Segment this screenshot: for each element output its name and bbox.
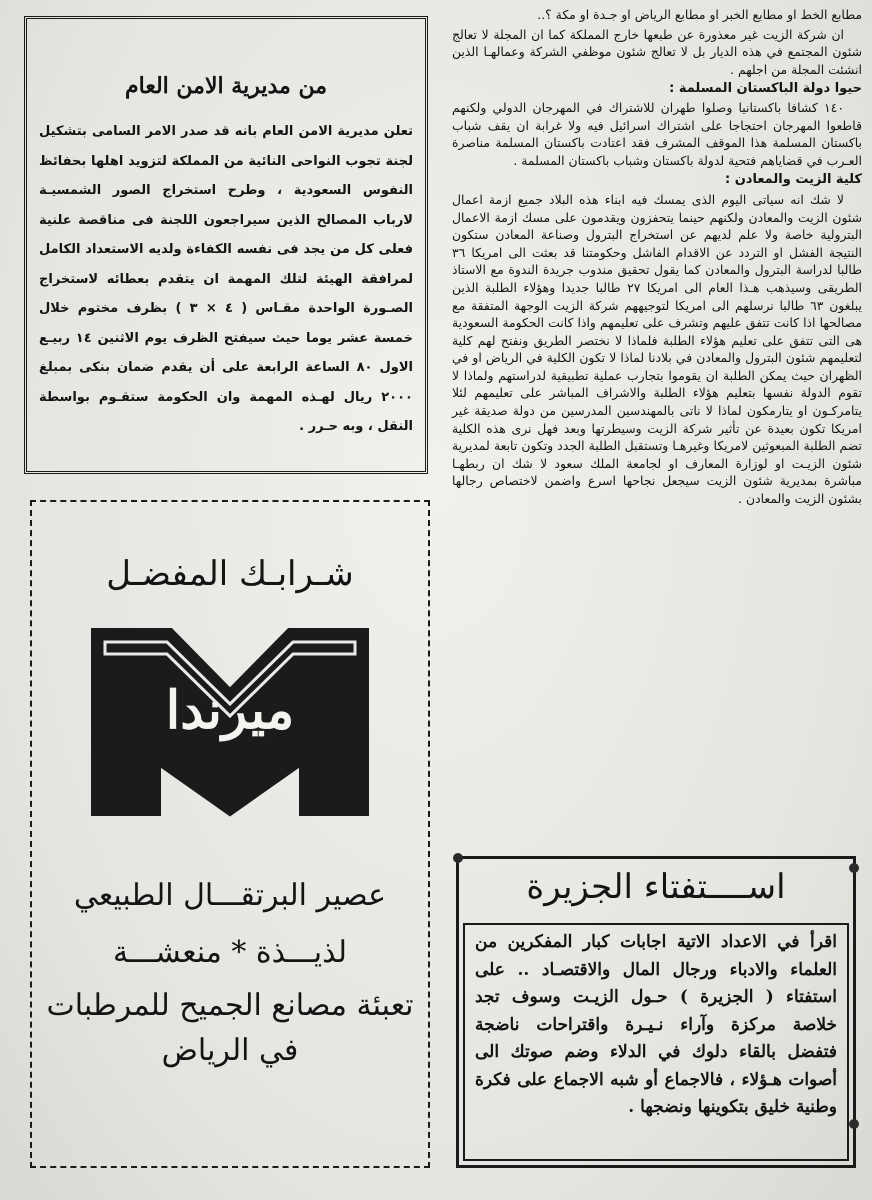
ad-city: في الرياض <box>161 1033 299 1068</box>
poll-body: اقرأ في الاعداد الاتية اجابات كبار المفكرين من العلماء والادباء ورجال المال والاقتصـاد .. على استفتاء ( الجزيرة ) حـول الزيـت وسوف تجد خلاصة مركزة وآراء نـيـرة واقتراحات ناضجة فتفضل بالقاء دلوك في الدلاء وضم صوتك الى أصوات هـؤلاء ، فالاجماع أو شبه الاجماع على فكرة وطنية خليق بتكوينها ونضجها . <box>475 932 837 1117</box>
oil-affairs-column <box>452 6 862 510</box>
notice-title: من مديرية الامن العام <box>125 73 327 99</box>
jazirah-poll-box <box>456 856 856 1168</box>
pakistan-heading: حيوا دولة الباكستان المسلمة : <box>669 81 862 97</box>
ad-product: عصير البرتقـــال الطبيعي <box>73 878 387 913</box>
oil-college-paragraph: لا شك انه سياتى اليوم الذى يمسك فيه ابناء هذه البلاد جميع ازمة اعمال شئون الزيت والمعادن ولكنهم حينما يتحفزون ويقدمون على مسك ازمة الاعمال البترولية خاصة ولا علم لديهم عن استخراج البترول وصناعة المعادن ستكون النتيجة الفشل او التردد عن الاقدام الفاشل وحكومتنا قد بعثت الى امريكا ٣٦ طالبا لدراسة البترول والمعادن كما يقول تحقيق مندوب جريدة الندوة مع الاستاذ الطريقى وسيذهب هـذا العام الى امريكا ٢٧ طالبا جديدا وهؤلاء الطلبة الذين يبلغون ٦٣ طالبا نرسلهم الى امريكا لتوجيههم شركة الزيت الوجهة المتفقة مع مصالحها اذا كانت تتفق عليهم وتشرف على تعليمهم واذا كانت الحكومة السعودية هى التى تتفق على تعليم هؤلاء الطلبة فلماذا لا نختصر الطريق ونفتح لهم كلية لتعليمهم شئون البترول والمعادن في بلادنا لماذا لا تكون الكلية في الرياض او في الظهران حيث يمكن الطلبة ان يقوموا بتجارب عملية تطبيقية لدراستهم ولماذا لا تقوم الدولة نفسها بتعليم هؤلاء الطلبة والاشراف المباشر على تعليمهم لئلا يتامركـون او يتارمكون لماذا لا ناتى بالمهندسين المدرسين من دولة صديقة غير امريكا تكون بعيدة عن تأثير شركة الزيت وسيطرتها وبعد فهل نرى هذه الكلية تضم الطلبة المبعوثين لامريكا وغيرهـا وتستقبل الطلبة الجدد وتكون تابعة لمديرية شئون الزيـت او لوزارة المعارف او لجامعة الملك سعود لا شك ان ربطهـا مباشرة بمديرية شئون الزيت سيجعل نجاحها اسرع واضمن لاختصاص رجالها بشئون الزيت والمعادن . <box>452 191 863 507</box>
ad-bottler: تعبئة مصانع الجميح للمرطبات <box>46 988 414 1023</box>
mirinda-advertisement <box>30 500 430 1168</box>
mirinda-logo <box>87 624 373 820</box>
pin-icon <box>849 1119 859 1129</box>
brand-name: ميرندا <box>165 680 295 741</box>
intro-paragraph-1: مطابع الخط او مطابع الخبر او مطابع الرياض او جـدة او مكة ؟.. <box>537 7 862 22</box>
intro-paragraph-2: ان شركة الزيت غير معذورة عن طبعها خارج المملكة كما ان المجلة لا تعالج شئون المجتمع في هذه الديار بل لا تعالج شئون موظفي الشركة وعمالهـا الذين انشئت المجلة من اجلهم . <box>452 26 862 77</box>
notice-body: تعلن مديرية الامن العام بانه قد صدر الامر السامى بتشكيل لجنة تجوب النواحى النائية من المملكة لتزويد اهلها بحفائظ النفوس السعودية ، وطرح استخراج الصور الشمسيـة لارباب المصالح الذين سيراجعون اللجنة فى مناقصة علنية فعلى كل من يجد فى نفسه الكفاءة ولديه الاستعداد الكامل لمرافقة الهيئة لتلك المهمة ان يتقدم بعطائه لاستخراج الصـورة الواحدة مقـاس ( ٤ × ٣ ) بظرف مختوم خلال خمسة عشر يوما حيث سيفتح الظرف يوم الاثنين ١٤ ربيـع الاول ٨٠ الساعة الرابعة على أن يقدم ضمان بنكى بمبلغ ٢٠٠٠ ريال لهـذه المهمة وان الحكومة ستقـوم بواسطة النقل ، وبه حـرر . <box>39 124 414 434</box>
poll-title: اســــتفتاء الجزيرة <box>526 867 786 907</box>
ad-tagline: شـرابـك المفضـل <box>106 554 354 594</box>
pin-icon <box>453 853 463 863</box>
pin-icon <box>849 863 859 873</box>
security-directorate-notice <box>24 16 428 474</box>
pakistan-paragraph: ١٤٠ كشافا باكستانيا وصلوا طهران للاشتراك في المهرجان الدولي ولكنهم قاطعوا المهرجان احتجاجا على اشتراك اسرائيل فيه ولا غرابة ان يقف شباب باكستان المسلمة هذا الموقف المشرف فقد اعتادت باكستان المسلمة مناصرة العـرب في قضاياهم فتحية لدولة باكستان وشباب باكستان المسلمة . <box>452 99 862 168</box>
ad-qualities: لذيـــذة * منعشـــة <box>113 935 347 970</box>
poll-frame <box>463 923 849 1161</box>
oil-college-heading: كلية الزيت والمعادن : <box>724 172 862 188</box>
